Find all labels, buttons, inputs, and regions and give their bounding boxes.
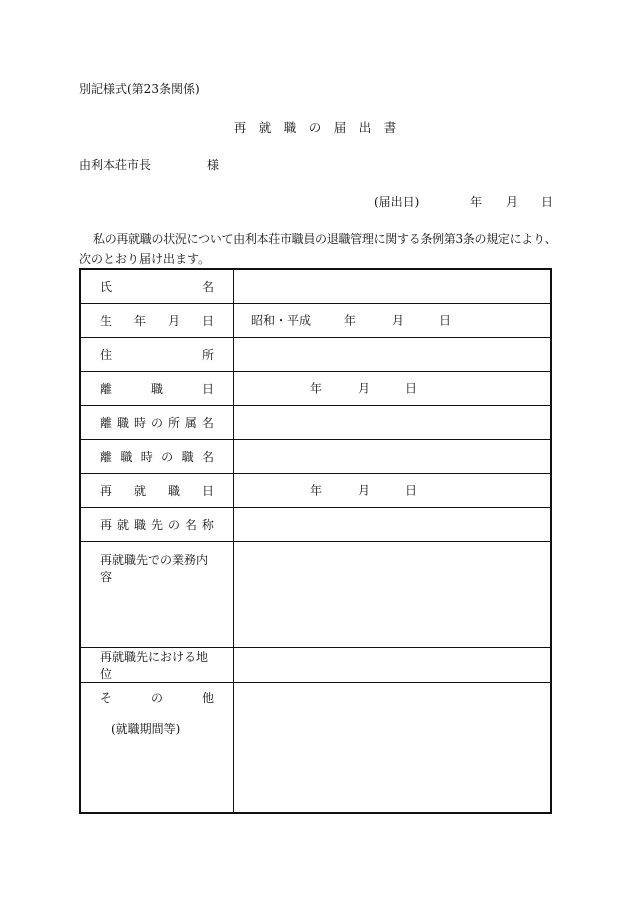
reemploy-day-label: 日 <box>405 483 418 498</box>
retire-month-label: 月 <box>358 381 371 396</box>
row-retirement-department <box>80 405 551 439</box>
label-retirement-title: 離 職 時 の 職 名 <box>80 439 234 473</box>
other-sub-label: (就職期間等) <box>111 721 181 736</box>
notification-form-table <box>79 268 552 814</box>
birth-day-label: 日 <box>439 313 452 328</box>
honorific: 様 <box>207 158 220 172</box>
addressee: 由利本荘市長 <box>79 158 152 172</box>
submission-year-label: 年 <box>470 195 483 209</box>
birth-year-label: 年 <box>344 313 357 328</box>
row-reemployment-date <box>80 473 551 507</box>
field-position[interactable] <box>234 647 552 682</box>
reemploy-month-label: 月 <box>358 483 371 498</box>
row-position <box>80 647 551 682</box>
field-work-content[interactable] <box>234 541 552 647</box>
field-retirement-date[interactable] <box>234 371 552 405</box>
retire-year-label: 年 <box>310 381 323 396</box>
reemploy-year-label: 年 <box>310 483 323 498</box>
field-retirement-department[interactable] <box>234 405 552 439</box>
row-other <box>80 682 551 813</box>
label-work-content: 再就職先での業務内容 <box>80 541 234 647</box>
era-label: 昭和・平成 <box>251 313 312 328</box>
field-birthdate[interactable] <box>234 303 552 337</box>
field-address[interactable] <box>234 337 552 371</box>
field-reemployment-date[interactable] <box>234 473 552 507</box>
field-other[interactable] <box>234 682 552 813</box>
row-work-content <box>80 541 551 647</box>
row-name <box>80 269 551 303</box>
field-retirement-title[interactable] <box>234 439 552 473</box>
intro-line-1: 私の再就職の状況について由利本荘市職員の退職管理に関する条例第3条の規定により、 <box>93 232 557 246</box>
field-name[interactable] <box>234 269 552 303</box>
row-address <box>80 337 551 371</box>
form-reference: 別記様式(第23条関係) <box>79 82 200 96</box>
label-birthdate: 生 年 月 日 <box>80 303 234 337</box>
label-other: そ の 他 (就職期間等) <box>80 682 234 813</box>
label-position: 再就職先における地位 <box>80 647 234 682</box>
submission-month-label: 月 <box>506 195 519 209</box>
label-reemployment-date: 再 就 職 日 <box>80 473 234 507</box>
intro-line-2: 次のとおり届け出ます。 <box>79 252 211 266</box>
label-retirement-date: 離 職 日 <box>80 371 234 405</box>
submission-date-label: (届出日) <box>374 195 420 209</box>
row-retirement-title <box>80 439 551 473</box>
retire-day-label: 日 <box>405 381 418 396</box>
document-title: 再 就 職 の 届 出 書 <box>233 120 397 135</box>
row-birthdate <box>80 303 551 337</box>
birth-month-label: 月 <box>392 313 405 328</box>
field-reemployer-name[interactable] <box>234 507 552 541</box>
row-reemployer-name <box>80 507 551 541</box>
label-address: 住 所 <box>80 337 234 371</box>
label-name: 氏 名 <box>80 269 234 303</box>
submission-day-label: 日 <box>541 195 554 209</box>
row-retirement-date <box>80 371 551 405</box>
label-reemployer-name: 再 就 職 先 の 名 称 <box>80 507 234 541</box>
label-retirement-department: 離 職 時 の 所 属 名 <box>80 405 234 439</box>
